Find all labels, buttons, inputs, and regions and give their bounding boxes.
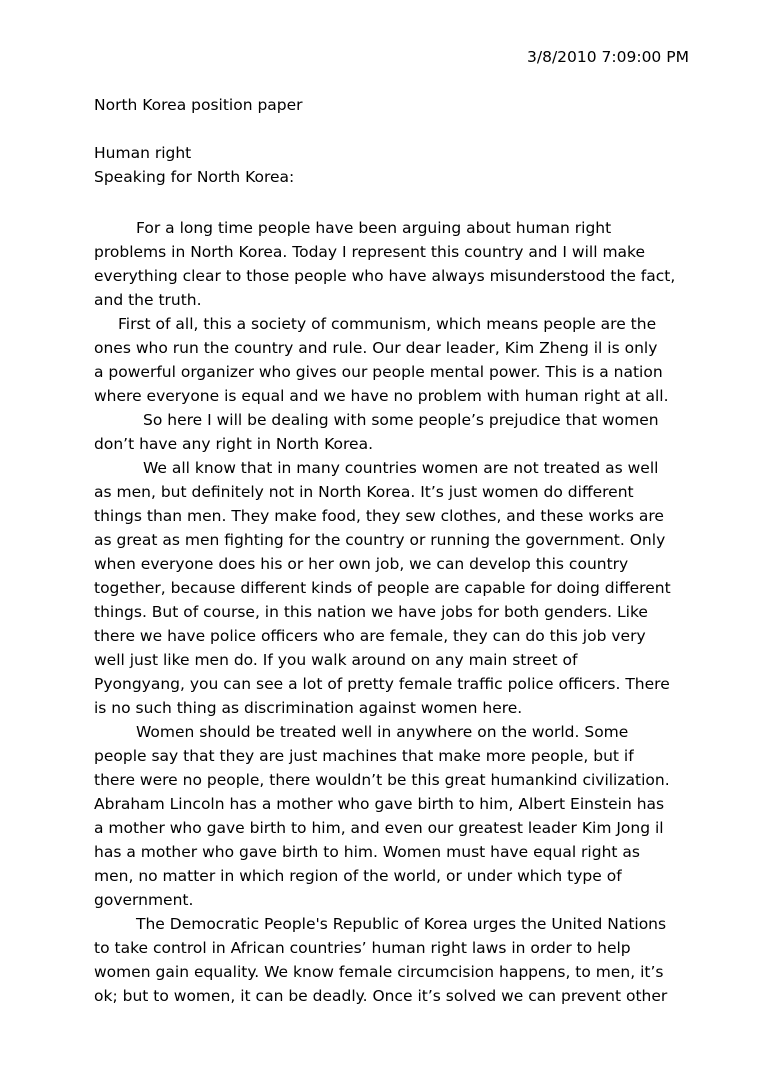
body-text-line: ok; but to women, it can be deadly. Once it’s solved we can prevent other xyxy=(94,987,668,1005)
body-text-line: well just like men do. If you walk around on any main street of xyxy=(94,651,578,669)
body-text-line: as men, but definitely not in North Korea. It’s just women do different xyxy=(94,483,634,501)
body-text-line: Abraham Lincoln has a mother who gave birth to him, Albert Einstein has xyxy=(94,795,665,813)
body-text-line: Pyongyang, you can see a lot of pretty female traffic police officers. There xyxy=(94,675,670,693)
topic-heading: Human right xyxy=(94,144,192,162)
body-text-line: The Democratic People's Republic of Korea urges the United Nations xyxy=(136,915,667,933)
body-text-line: things. But of course, in this nation we have jobs for both genders. Like xyxy=(94,603,648,621)
body-text-line: government. xyxy=(94,891,194,909)
body-text-line: together, because different kinds of people are capable for doing different xyxy=(94,579,671,597)
body-text-line: everything clear to those people who have always misunderstood the fact, xyxy=(94,267,676,285)
body-text-line: a powerful organizer who gives our people mental power. This is a nation xyxy=(94,363,663,381)
document-body xyxy=(94,216,675,1008)
body-text-line: don’t have any right in North Korea. xyxy=(94,435,374,453)
body-text-line: people say that they are just machines that make more people, but if xyxy=(94,747,634,765)
body-text-line: Women should be treated well in anywhere on the world. Some xyxy=(136,723,629,741)
body-text-line: things than men. They make food, they sew clothes, and these works are xyxy=(94,507,664,525)
body-text-line: has a mother who gave birth to him. Women must have equal right as xyxy=(94,843,640,861)
body-text-line: there were no people, there wouldn’t be this great humankind civilization. xyxy=(94,771,670,789)
body-text-line: to take control in African countries’ human right laws in order to help xyxy=(94,939,631,957)
body-text-line: So here I will be dealing with some people’s prejudice that women xyxy=(143,411,659,429)
speaker-heading: Speaking for North Korea: xyxy=(94,168,295,186)
body-text-line: and the truth. xyxy=(94,291,202,309)
body-text-line: there we have police officers who are female, they can do this job very xyxy=(94,627,646,645)
body-text-line: ones who run the country and rule. Our dear leader, Kim Zheng il is only xyxy=(94,339,658,357)
body-text-line: a mother who gave birth to him, and even our greatest leader Kim Jong il xyxy=(94,819,664,837)
body-text-line: First of all, this a society of communism, which means people are the xyxy=(118,315,657,333)
body-text-line: problems in North Korea. Today I represent this country and I will make xyxy=(94,243,646,261)
body-text-line: is no such thing as discrimination against women here. xyxy=(94,699,523,717)
body-text-line: women gain equality. We know female circumcision happens, to men, it’s xyxy=(94,963,664,981)
body-text-line: We all know that in many countries women are not treated as well xyxy=(143,459,659,477)
body-text-line: For a long time people have been arguing about human right xyxy=(136,219,612,237)
document-timestamp: 3/8/2010 7:09:00 PM xyxy=(527,48,689,66)
body-text-line: when everyone does his or her own job, we can develop this country xyxy=(94,555,629,573)
body-text-line: as great as men fighting for the country or running the government. Only xyxy=(94,531,666,549)
document-title: North Korea position paper xyxy=(94,96,303,114)
body-text-line: men, no matter in which region of the world, or under which type of xyxy=(94,867,622,885)
body-text-line: where everyone is equal and we have no problem with human right at all. xyxy=(94,387,669,405)
